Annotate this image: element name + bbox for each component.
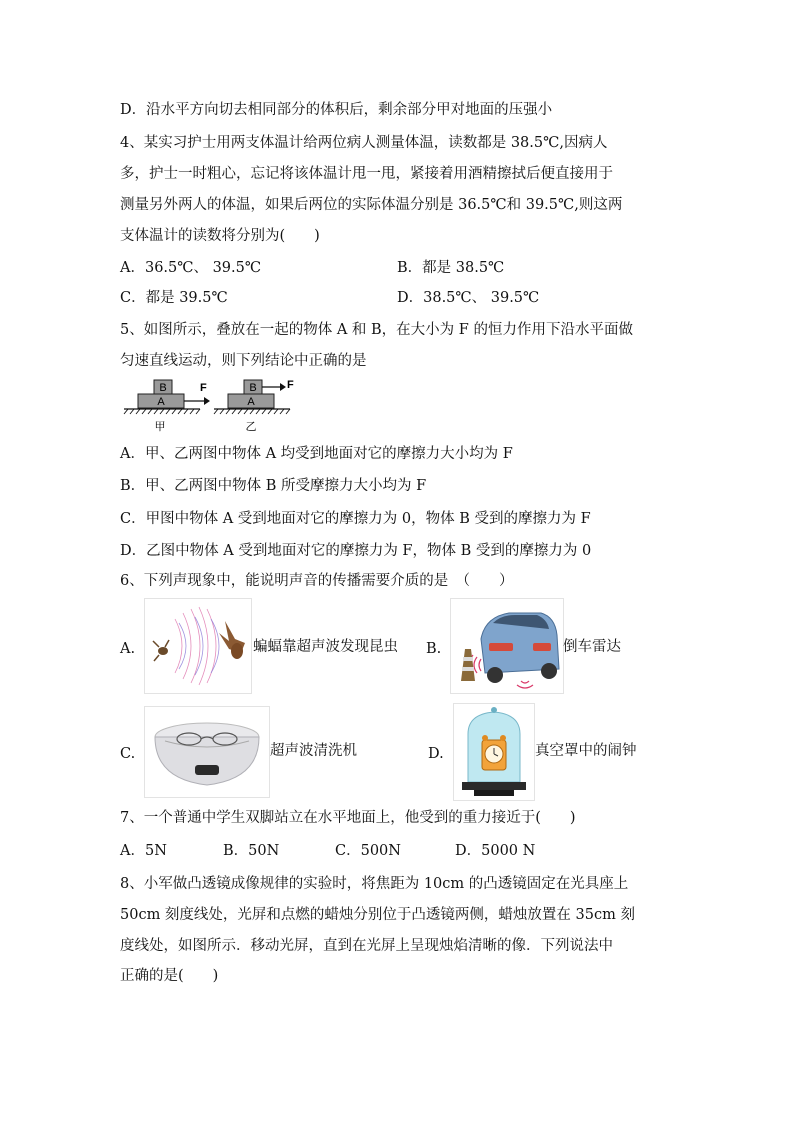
q6-option-d-label: D. [428, 746, 444, 762]
bat-echolocation-image [144, 598, 252, 694]
question-8-line-3: 度线处，如图所示．移动光屏，直到在光屏上呈现烛焰清晰的像．下列说法中 [120, 938, 613, 954]
question-5-line-1: 5、如图所示，叠放在一起的物体 A 和 B，在大小为 F 的恒力作用下沿水平面做 [120, 322, 633, 338]
alarm-clock-icon [482, 735, 506, 770]
insect-icon [153, 640, 169, 661]
q6-option-d-text: 真空罩中的闹钟 [535, 743, 637, 759]
q5-option-d: D．乙图中物体 A 受到地面对它的摩擦力为 F，物体 B 受到的摩擦力为 0 [120, 543, 592, 559]
question-4-line-4: 支体温计的读数将分别为( ) [120, 228, 320, 244]
car-reversing-radar-image [450, 598, 564, 694]
figure-label-right: 乙 [245, 420, 257, 433]
q6-option-b-text: 倒车雷达 [563, 639, 621, 655]
question-5-line-2: 匀速直线运动，则下列结论中正确的是 [120, 353, 367, 369]
q6-option-a-text: 蝙蝠靠超声波发现昆虫 [253, 639, 398, 655]
figure-label-left: 甲 [154, 420, 166, 433]
q4-option-d: D．38.5℃、 39.5℃ [397, 290, 540, 306]
figure-left [124, 380, 210, 433]
q4-option-a: A．36.5℃、 39.5℃ [120, 260, 262, 276]
question-7: 7、一个普通中学生双脚站立在水平地面上，他受到的重力接近于( ) [120, 810, 576, 826]
q7-option-c: C．500N [335, 843, 401, 859]
q4-option-c: C．都是 39.5℃ [120, 290, 228, 306]
q6-option-b-label: B. [426, 641, 442, 657]
q5-option-b: B．甲、乙两图中物体 B 所受摩擦力大小均为 F [120, 478, 427, 494]
question-6: 6、下列声现象中，能说明声音的传播需要介质的是 （ ） [120, 573, 514, 589]
q7-option-b: B．50N [223, 843, 280, 859]
question-4-line-1: 4、某实习护士用两支体温计给两位病人测量体温，读数都是 38.5℃,因病人 [120, 135, 608, 151]
q7-option-a: A．5N [120, 843, 167, 859]
q4-option-b: B．都是 38.5℃ [397, 260, 505, 276]
q5-block-figure [120, 378, 300, 436]
question-8-line-2: 50cm 刻度线处，光屏和点燃的蜡烛分别位于凸透镜两侧，蜡烛放置在 35cm 刻 [120, 907, 635, 923]
question-4-line-2: 多，护士一时粗心，忘记将该体温计甩一甩，紧接着用酒精擦拭后便直接用于 [120, 166, 613, 182]
figure-right [214, 379, 294, 433]
force-label-right: F [287, 379, 294, 391]
cleaner-icon [155, 723, 259, 785]
question-4-line-3: 测量另外两人的体温，如果后两位的实际体温分别是 36.5℃和 39.5℃,则这两 [120, 197, 623, 213]
force-arrowhead-left [204, 397, 210, 405]
block-a-label-right: A [247, 396, 255, 408]
bat-icon [219, 621, 245, 659]
car-icon [481, 613, 559, 683]
q6-option-c-label: C. [120, 746, 136, 762]
ultrasonic-cleaner-image [144, 706, 270, 798]
q6-option-a-label: A. [120, 641, 136, 657]
vacuum-jar-alarm-clock-image [453, 703, 535, 801]
q7-option-d: D．5000 N [455, 843, 536, 859]
traffic-cone-icon [461, 649, 475, 681]
block-b-label-right: B [249, 382, 257, 394]
block-b-label-left: B [159, 382, 167, 394]
q5-option-c: C．甲图中物体 A 受到地面对它的摩擦力为 0，物体 B 受到的摩擦力为 F [120, 511, 591, 527]
question-8-line-4: 正确的是( ) [120, 968, 219, 984]
force-arrowhead-right [280, 383, 286, 391]
block-a-label-left: A [157, 396, 165, 408]
jar-base [462, 782, 526, 790]
q5-option-a: A．甲、乙两图中物体 A 均受到地面对它的摩擦力大小均为 F [120, 446, 513, 462]
force-label-left: F [200, 382, 207, 394]
option-d-q3: D．沿水平方向切去相同部分的体积后，剩余部分甲对地面的压强小 [120, 102, 553, 118]
q6-option-c-text: 超声波清洗机 [270, 743, 357, 759]
question-8-line-1: 8、小军做凸透镜成像规律的实验时，将焦距为 10cm 的凸透镜固定在光具座上 [120, 876, 629, 892]
